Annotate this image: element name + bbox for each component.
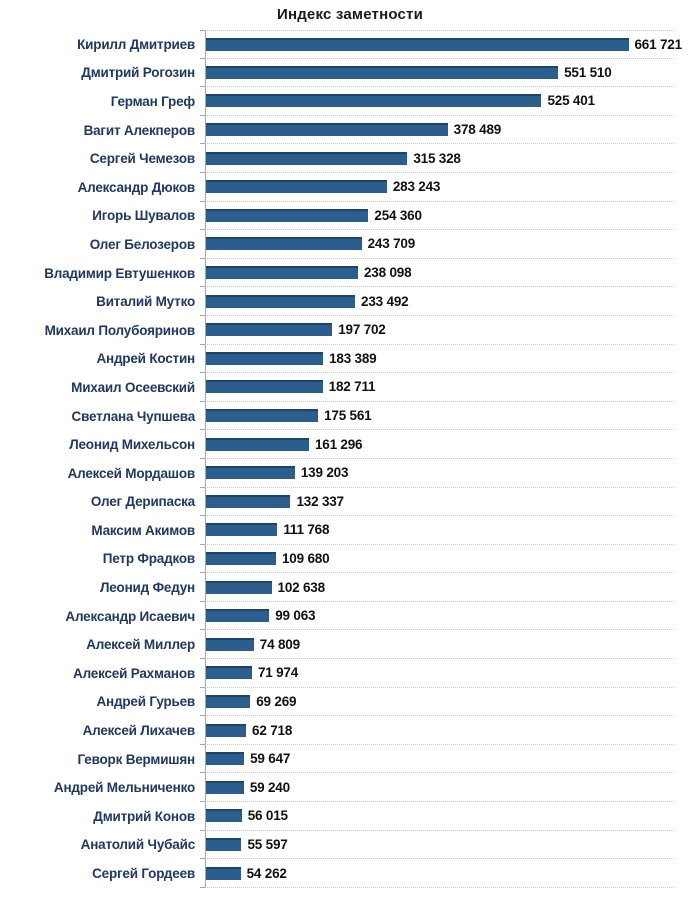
bar	[206, 123, 448, 136]
bar	[206, 466, 295, 479]
plot-area	[205, 859, 674, 888]
bar	[206, 438, 309, 451]
plot-area	[205, 831, 674, 860]
category-label: Леонид Михельсон	[69, 437, 195, 453]
chart-rows	[0, 30, 700, 888]
chart-row	[0, 630, 700, 659]
category-label: Кирилл Дмитриев	[77, 36, 195, 52]
value-label: 74 809	[259, 636, 300, 652]
bar	[206, 581, 272, 594]
chart-row	[0, 402, 700, 431]
bar	[206, 380, 323, 393]
bar	[206, 552, 276, 565]
category-label: Владимир Евтушенков	[44, 265, 195, 281]
chart-row	[0, 745, 700, 774]
chart-row	[0, 802, 700, 831]
chart-row	[0, 59, 700, 88]
chart-row	[0, 345, 700, 374]
value-label: 111 768	[283, 522, 330, 538]
bar	[206, 838, 241, 851]
value-label: 254 360	[374, 207, 422, 223]
bar	[206, 724, 246, 737]
value-label: 197 702	[338, 322, 386, 338]
bar	[206, 752, 244, 765]
plot-area	[205, 488, 674, 517]
bar	[206, 809, 242, 822]
category-label: Игорь Шувалов	[92, 208, 195, 224]
category-label: Андрей Гурьев	[96, 694, 195, 710]
bar	[206, 237, 362, 250]
value-label: 233 492	[361, 293, 409, 309]
bar	[206, 638, 254, 651]
value-label: 243 709	[367, 236, 416, 252]
value-label: 378 489	[453, 122, 502, 138]
category-label: Алексей Рахманов	[73, 665, 195, 681]
plot-area	[205, 259, 674, 288]
plot-area	[205, 602, 674, 631]
plot-area	[205, 459, 674, 488]
plot-area	[205, 773, 674, 802]
plot-area	[205, 59, 674, 88]
bar	[206, 523, 277, 536]
chart-row	[0, 259, 700, 288]
bar	[206, 666, 252, 679]
plot-area	[205, 202, 674, 231]
category-label: Анатолий Чубайс	[80, 837, 195, 853]
value-label: 59 647	[250, 751, 291, 767]
chart-row	[0, 488, 700, 517]
plot-area	[205, 688, 674, 717]
chart-row	[0, 87, 700, 116]
chart-row	[0, 202, 700, 231]
bar	[206, 695, 250, 708]
category-label: Алексей Лихачев	[82, 723, 195, 739]
plot-area	[205, 573, 674, 602]
plot-area	[205, 116, 674, 145]
value-label: 62 718	[252, 722, 293, 738]
bar	[206, 352, 323, 365]
plot-area	[205, 430, 674, 459]
chart-row	[0, 545, 700, 574]
chart-row	[0, 831, 700, 860]
plot-area	[205, 30, 682, 59]
chart-row	[0, 173, 700, 202]
plot-area	[205, 802, 674, 831]
value-label: 315 328	[413, 150, 461, 166]
chart-row	[0, 430, 700, 459]
category-label: Сергей Гордеев	[92, 866, 195, 882]
value-label: 238 098	[364, 265, 412, 281]
chart-row	[0, 373, 700, 402]
category-label: Олег Дерипаска	[90, 494, 195, 510]
value-label: 99 063	[275, 608, 316, 624]
category-label: Геворк Вермишян	[77, 751, 195, 767]
value-label: 551 510	[564, 64, 612, 80]
value-label: 183 389	[329, 350, 377, 366]
plot-area	[205, 287, 674, 316]
chart-row	[0, 659, 700, 688]
bar	[206, 295, 355, 308]
chart-row	[0, 144, 700, 173]
category-label: Герман Греф	[110, 93, 195, 109]
plot-area	[205, 402, 674, 431]
chart-row	[0, 602, 700, 631]
value-label: 175 561	[324, 408, 372, 424]
category-label: Александр Исаевич	[65, 608, 195, 624]
value-label: 71 974	[257, 665, 299, 681]
category-label: Алексей Мордашов	[67, 465, 195, 481]
category-label: Светлана Чупшева	[71, 408, 195, 424]
category-label: Сергей Чемезов	[89, 151, 195, 167]
bar	[206, 209, 368, 222]
bar	[206, 180, 387, 193]
category-label: Вагит Алекперов	[83, 122, 195, 138]
chart-row	[0, 316, 700, 345]
chart-row	[0, 30, 700, 59]
category-label: Виталий Мутко	[96, 294, 195, 310]
value-label: 102 638	[277, 579, 325, 595]
bar	[206, 38, 629, 51]
plot-area	[205, 745, 674, 774]
chart-row	[0, 459, 700, 488]
value-label: 56 015	[247, 808, 288, 824]
bar	[206, 867, 241, 880]
chart-row	[0, 688, 700, 717]
bar	[206, 609, 269, 622]
plot-area	[205, 630, 674, 659]
value-label: 661 721	[634, 36, 682, 52]
bar	[206, 495, 290, 508]
bar	[206, 266, 358, 279]
category-label: Дмитрий Конов	[93, 808, 195, 824]
plot-area	[205, 316, 674, 345]
category-label: Александр Дюков	[77, 179, 195, 195]
value-label: 525 401	[547, 93, 595, 109]
value-label: 161 296	[314, 436, 363, 452]
value-label: 132 337	[296, 493, 344, 509]
category-label: Олег Белозеров	[89, 236, 195, 252]
chart-row	[0, 716, 700, 745]
category-label: Максим Акимов	[91, 522, 195, 538]
value-label: 59 240	[249, 779, 290, 795]
chart-row	[0, 773, 700, 802]
plot-area	[205, 87, 674, 116]
plot-area	[205, 345, 674, 374]
bar	[206, 152, 407, 165]
chart-row	[0, 859, 700, 888]
chart-row	[0, 573, 700, 602]
value-label: 139 203	[300, 465, 349, 481]
category-label: Петр Фрадков	[102, 551, 195, 567]
value-label: 54 262	[246, 865, 287, 881]
plot-area	[205, 373, 674, 402]
plot-area	[205, 230, 674, 259]
bar	[206, 409, 318, 422]
value-label: 109 680	[282, 550, 330, 566]
bar	[206, 94, 541, 107]
plot-area	[205, 173, 674, 202]
chart-title: Индекс заметности	[276, 6, 424, 23]
value-label: 283 243	[392, 179, 441, 195]
category-label: Михаил Полубояринов	[44, 322, 195, 338]
plot-area	[205, 716, 674, 745]
chart-row	[0, 516, 700, 545]
bar	[206, 323, 332, 336]
chart-row	[0, 116, 700, 145]
plot-area	[205, 144, 674, 173]
bar	[206, 66, 558, 79]
bar	[206, 781, 244, 794]
category-label: Андрей Мельниченко	[53, 780, 195, 796]
value-label: 182 711	[328, 379, 376, 395]
plot-area	[205, 545, 674, 574]
plot-area	[205, 516, 674, 545]
chart-row	[0, 230, 700, 259]
category-label: Андрей Костин	[96, 351, 195, 367]
plot-area	[205, 659, 674, 688]
category-label: Михаил Осеевский	[71, 379, 195, 395]
value-label: 55 597	[247, 836, 288, 852]
category-label: Леонид Федун	[99, 580, 195, 596]
chart-row	[0, 287, 700, 316]
category-label: Дмитрий Рогозин	[81, 65, 195, 81]
value-label: 69 269	[256, 693, 297, 709]
category-label: Алексей Миллер	[86, 637, 195, 653]
